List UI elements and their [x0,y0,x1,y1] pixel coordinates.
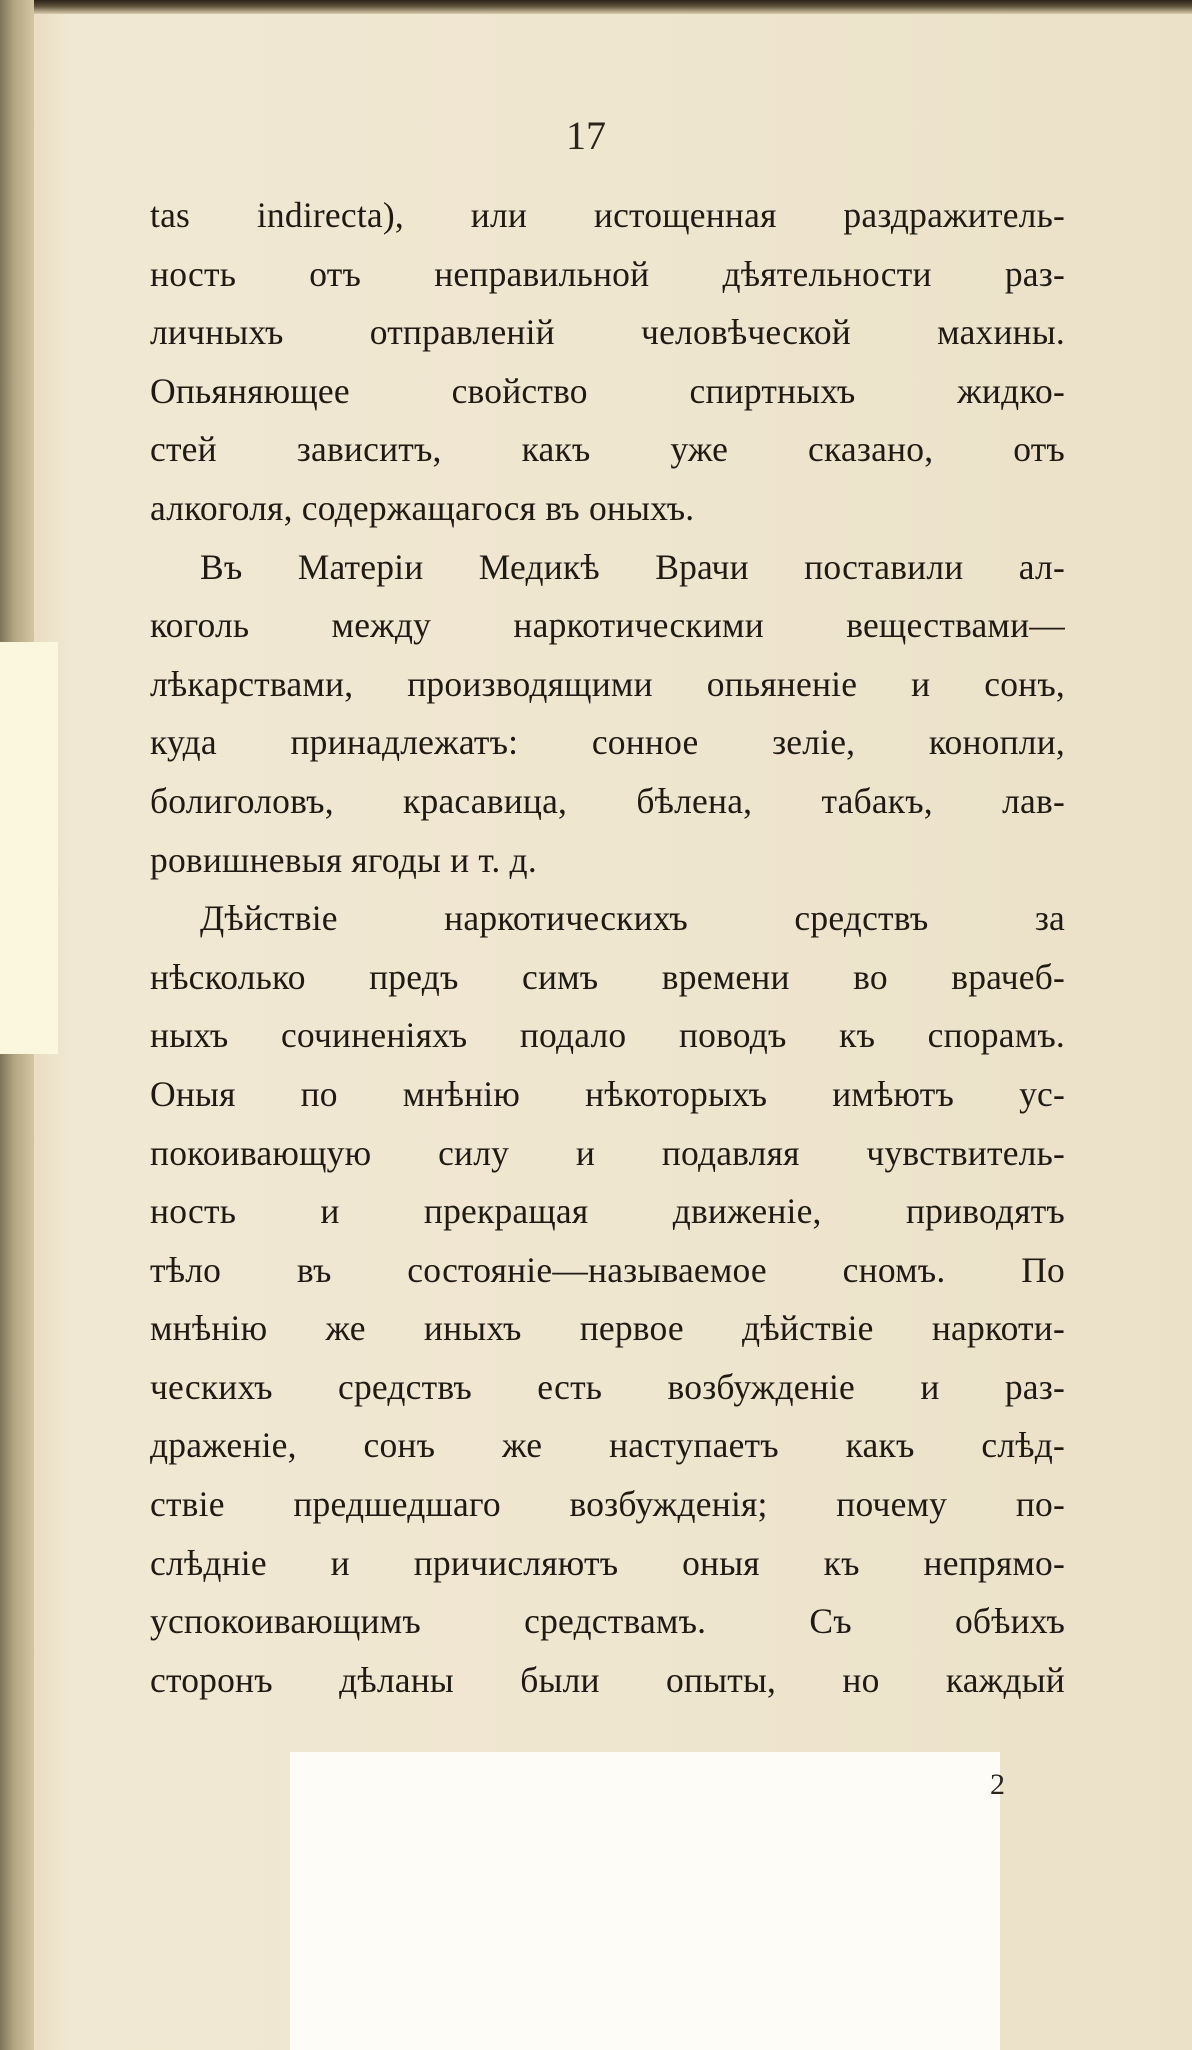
text-line: Въ Матеріи Медикѣ Врачи поставили ал- [200,546,1065,587]
text-line: слѣдніе и причисляютъ оныя къ непрямо- [150,1542,1065,1583]
text-line: tas indirecta), или истощенная раздражитель- [150,195,1065,235]
text-line: коголь между наркотическими веществами— [150,605,1065,646]
signature-mark: 2 [990,1768,1005,1801]
text-line: нѣсколько предъ симъ времени во врачеб- [150,956,1065,997]
text-line: личныхъ отправленій человѣческой махины. [150,312,1065,353]
text-line: тѣло въ состояніе—называемое сномъ. По [150,1249,1065,1290]
text-line: сторонъ дѣланы были опыты, но каждый [150,1659,1065,1700]
text-line: ныхъ сочиненіяхъ подало поводъ къ спорамъ. [150,1015,1065,1056]
text-line: успокоивающимъ средствамъ. Съ обѣихъ [150,1601,1065,1642]
page-top-edge [0,0,1192,14]
text-line: ность отъ неправильной дѣятельности раз- [150,253,1065,294]
text-line: Дѣйствіе наркотическихъ средствъ за [200,898,1065,939]
text-line: ческихъ средствъ есть возбужденіе и раз- [150,1366,1065,1407]
text-line: лѣкарствами, производящими опьяненіе и сонъ, [150,663,1065,704]
text-line: алкоголя, содержащагося въ оныхъ. [150,487,695,528]
text-line: болиголовъ, красавица, бѣлена, табакъ, лав- [150,780,1065,821]
text-line: драженіе, сонъ же наступаетъ какъ слѣд- [150,1425,1065,1466]
body-text [150,186,1065,1709]
text-line: Опьяняющее свойство спиртныхъ жидко- [150,370,1065,411]
text-line: стей зависитъ, какъ уже сказано, отъ [150,429,1065,470]
blank-paper-patch [290,1752,1000,2050]
text-line: Оныя по мнѣнію нѣкоторыхъ имѣютъ ус- [150,1073,1065,1114]
text-line: ность и прекращая движеніе, приводятъ [150,1191,1065,1232]
text-line: ствіе предшедшаго возбужденія; почему по- [150,1484,1065,1525]
text-line: покоивающую силу и подавляя чувствитель- [150,1132,1065,1173]
paper-label-patch [0,642,58,1054]
text-line: ровишневыя ягоды и т. д. [150,839,537,880]
text-line: мнѣнію же иныхъ первое дѣйствіе наркоти- [150,1308,1065,1349]
page-number: 17 [566,113,606,158]
text-line: куда принадлежатъ: сонное зеліе, конопли, [150,722,1065,763]
